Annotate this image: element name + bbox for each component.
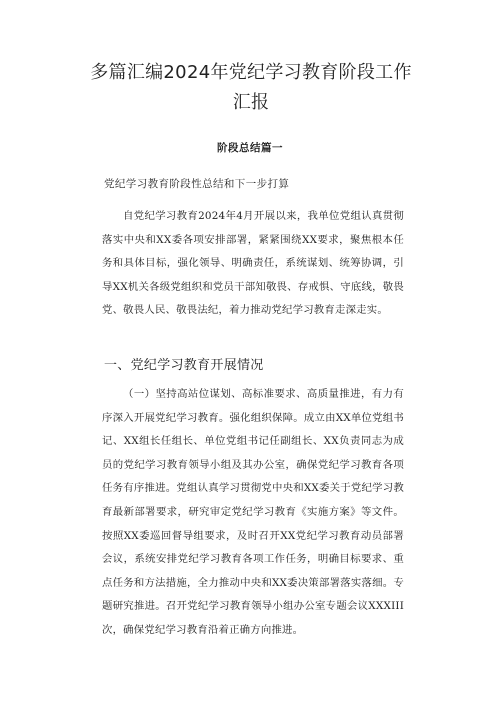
body-paragraph: （一）坚持高站位谋划、高标准要求、高质量推进，有力有序深入开展党纪学习教育。强化组织保障。成立由XX单位党组书记、XX组长任组长、单位党组书记任副组长、XX负责同志为成员的党纪学习教育领导小组及其办公室，确保党纪学习教育各项任务有序推进。党组认真学习贯彻党中央和XX委关于党纪学习教育最新部署要求，研究审定党纪学习教育《实施方案》等文件。按照XX委巡回督导组要求，及时召开XX党纪学习教育动员部署会议，系统安排党纪学习教育各项工作任务，明确目标要求、重点任务和方法措施，全力推动中央和XX委决策部署落实落细。专题研究推进。召开党纪学习教育领导小组办公室专题会议XXXIII次，确保党纪学习教育沿着正确方向推进。: [102, 388, 404, 636]
document-subtitle: 党纪学习教育阶段性总结和下一步打算: [104, 178, 290, 190]
section-label: 阶段总结篇一: [217, 142, 283, 154]
document-title: 多篇汇编2024年党纪学习教育阶段工作汇报: [90, 62, 412, 113]
intro-paragraph: 自党纪学习教育2024年4月开展以来，我单位党组认真贯彻落实中央和XX委各项安排部署，紧紧围绕XX要求，聚焦根本任务和具体目标，强化领导、明确责任，系统谋划、统筹协调，引导XX机关各级党组织和党员干部知敬畏、存戒惧、守底线，敬畏党、敬畏人民、敬畏法纪，着力推动党纪学习教育走深走实。: [102, 210, 404, 317]
section-heading: 一、党纪学习教育开展情况: [104, 358, 264, 373]
